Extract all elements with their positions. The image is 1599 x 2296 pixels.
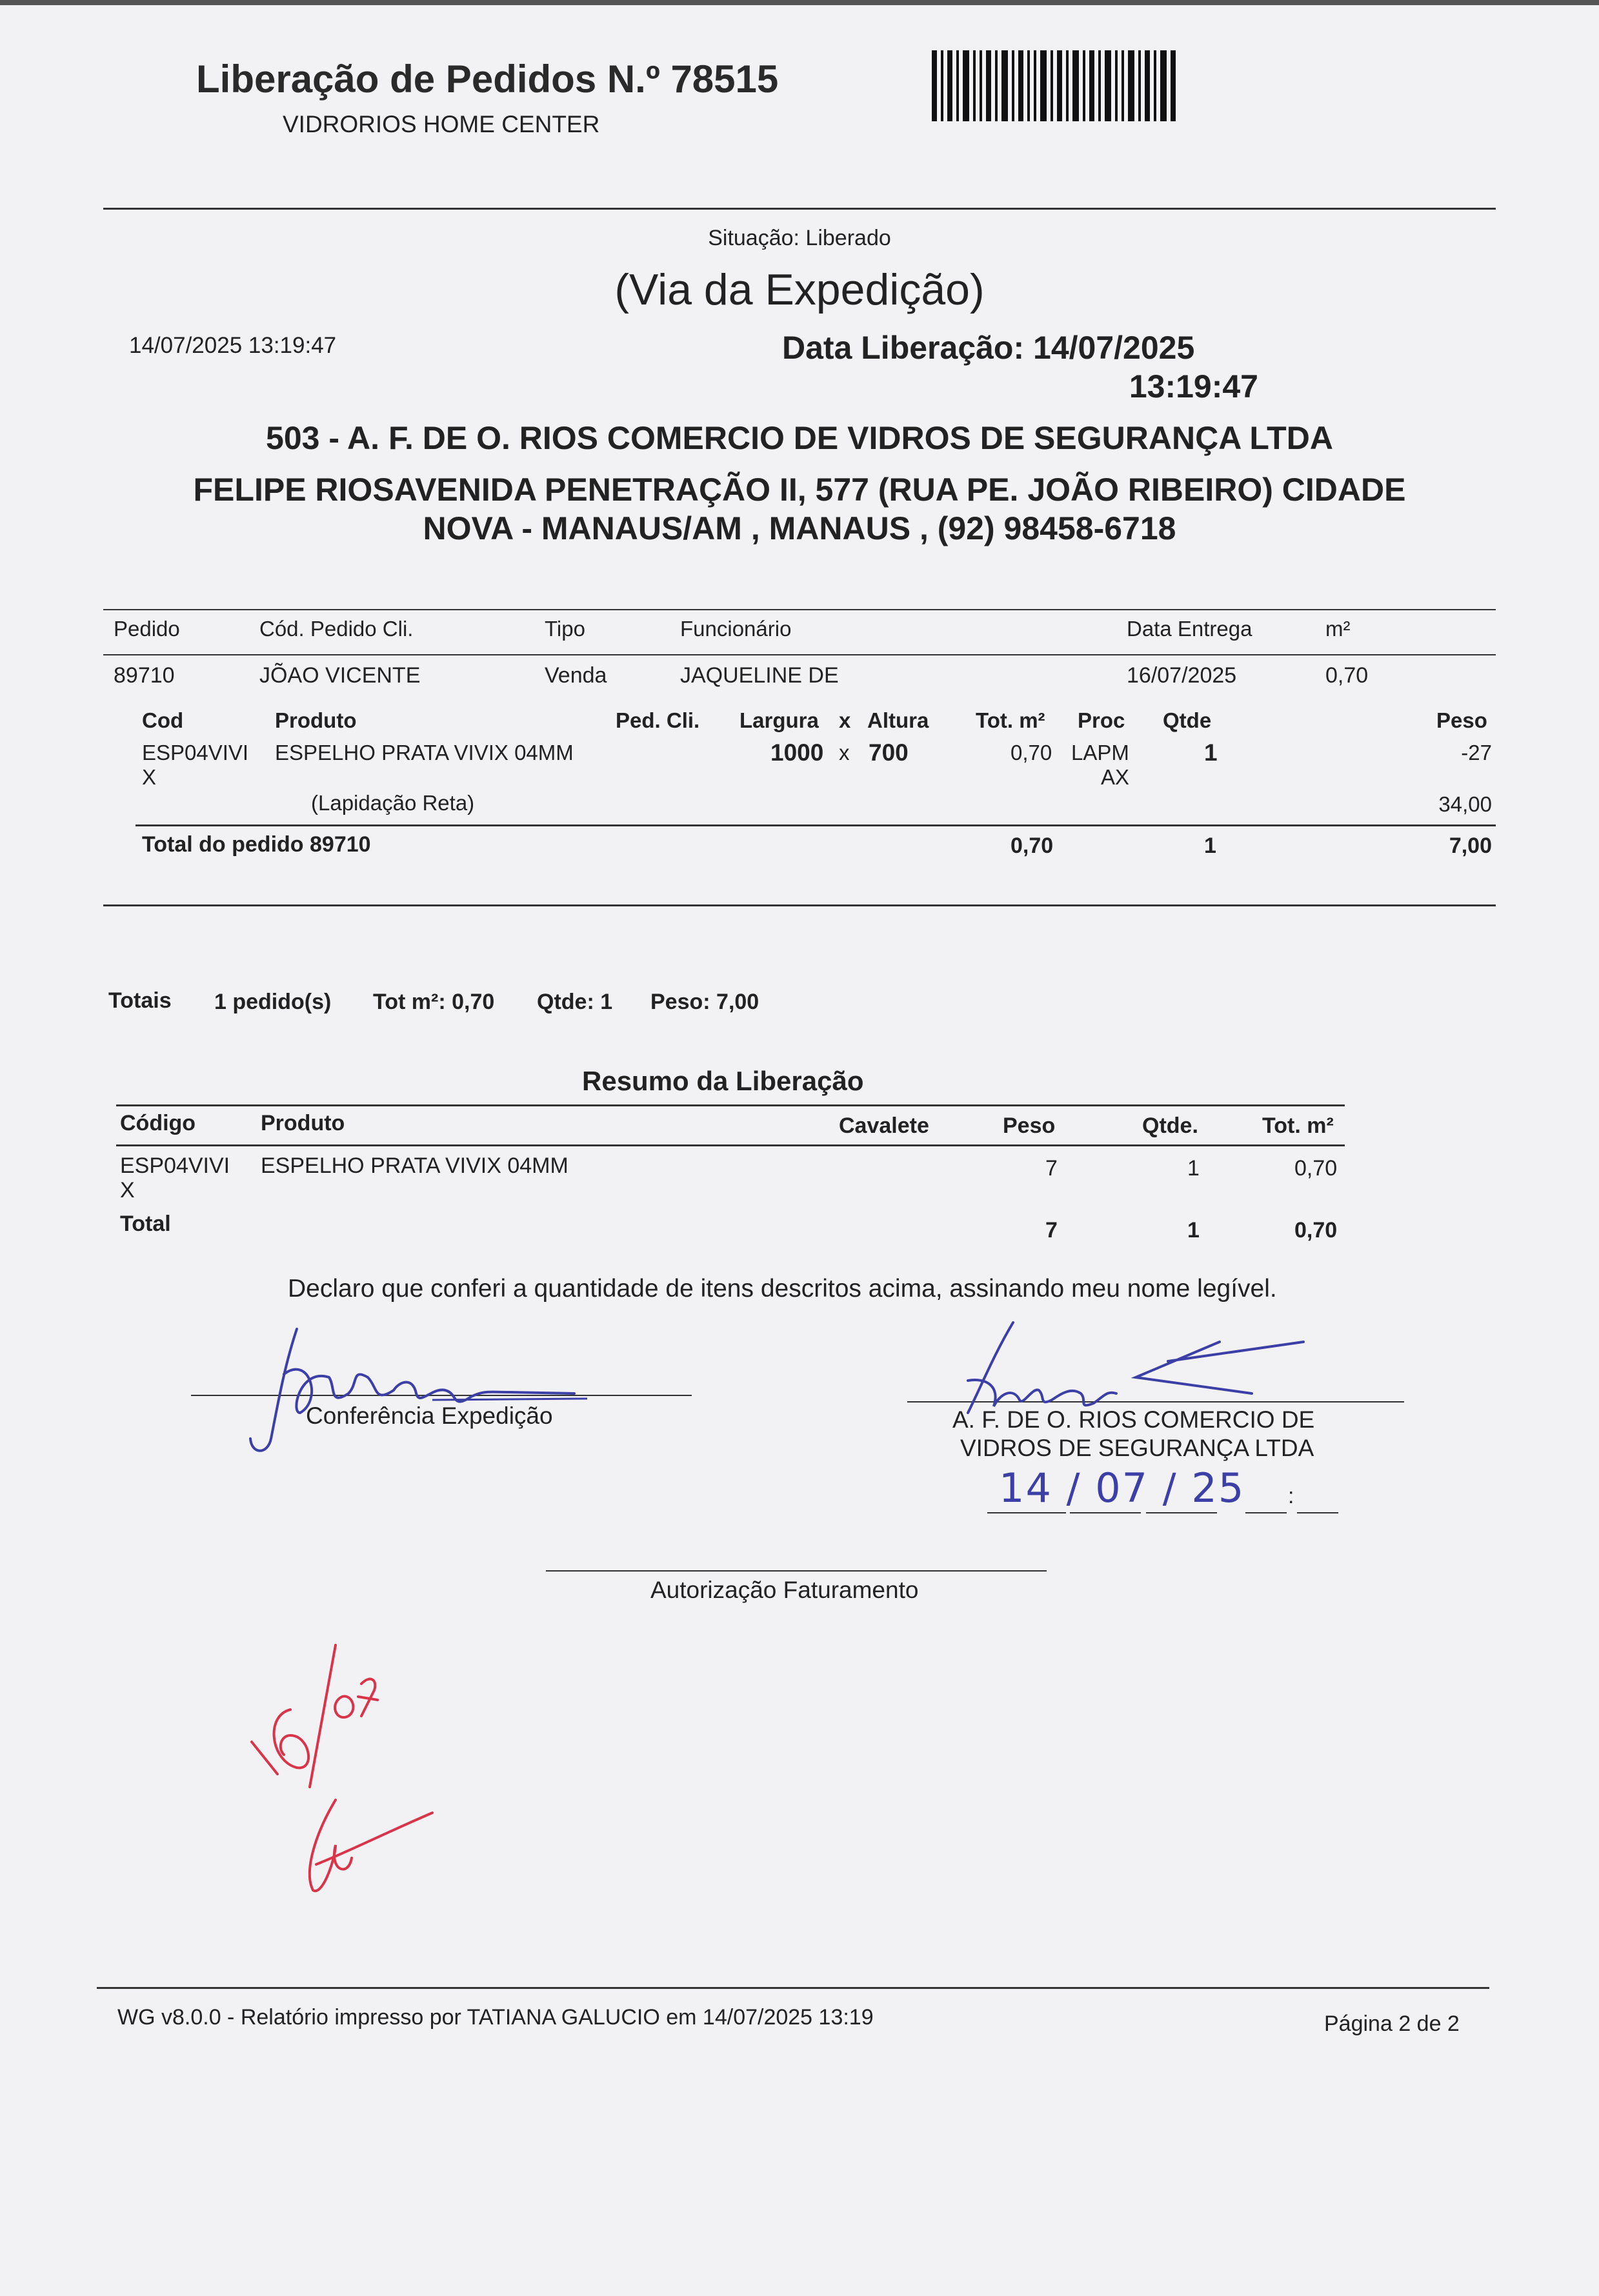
barcode xyxy=(932,50,1177,121)
item-proc-cont: AX xyxy=(1101,765,1130,789)
item-x-header: x xyxy=(839,708,851,732)
summary-qtde-header: Qtde. xyxy=(1142,1113,1198,1138)
order-m2: 0,70 xyxy=(1325,663,1369,688)
header-divider xyxy=(103,208,1496,210)
item-x: x xyxy=(839,741,850,764)
footer-line xyxy=(97,1987,1489,1989)
item-altura: 700 xyxy=(869,739,909,766)
client-address-line1: FELIPE RIOSAVENIDA PENETRAÇÃO II, 577 (RUA PE. JOÃO RIBEIRO) CIDADE xyxy=(193,472,1406,508)
scan-top-edge xyxy=(0,0,1599,5)
summary-header-line xyxy=(116,1144,1345,1146)
summary-codigo-header: Código xyxy=(120,1111,196,1135)
order-pedido: 89710 xyxy=(114,663,175,688)
order-table-top xyxy=(103,609,1496,610)
print-datetime: 14/07/2025 13:19:47 xyxy=(129,333,337,358)
item-tot-m2: 0,70 xyxy=(1011,741,1052,764)
item-cod-cont: X xyxy=(142,765,157,789)
summary-produto-header: Produto xyxy=(261,1111,345,1135)
summary-cavalete-header: Cavalete xyxy=(839,1113,929,1138)
signature-left xyxy=(239,1316,587,1464)
summary-total-m2: 0,70 xyxy=(1294,1218,1338,1243)
item-cod: ESP04VIVI xyxy=(142,741,249,764)
summary-codigo: ESP04VIVI xyxy=(120,1153,230,1178)
col-tipo-header: Tipo xyxy=(545,617,585,641)
totals-pedidos: 1 pedido(s) xyxy=(214,990,332,1014)
item-peso-header: Peso xyxy=(1436,708,1487,732)
client-name: 503 - A. F. DE O. RIOS COMERCIO DE VIDROS DE SEGURANÇA LTDA xyxy=(266,420,1333,456)
totals-qtde: Qtde: 1 xyxy=(537,990,613,1014)
page-title: Liberação de Pedidos N.º 78515 xyxy=(196,57,779,101)
summary-peso: 7 xyxy=(1045,1156,1058,1181)
order-total-peso: 7,00 xyxy=(1449,834,1492,858)
item-ped-cli-header: Ped. Cli. xyxy=(616,708,700,732)
order-total-qtde: 1 xyxy=(1204,834,1216,858)
order-table-bottom xyxy=(103,904,1496,906)
order-total-m2: 0,70 xyxy=(1011,834,1054,858)
col-pedido-header: Pedido xyxy=(114,617,180,641)
billing-line xyxy=(546,1570,1047,1572)
item-peso-value: 34,00 xyxy=(1438,792,1492,816)
summary-codigo-cont: X xyxy=(120,1178,135,1203)
item-qtde-header: Qtde xyxy=(1163,708,1212,732)
item-largura: 1000 xyxy=(770,739,824,766)
totals-label: Totais xyxy=(108,988,172,1013)
item-qtde: 1 xyxy=(1204,739,1218,766)
summary-peso-header: Peso xyxy=(1003,1113,1056,1138)
time-separator: : xyxy=(1288,1484,1294,1508)
signature-company-line2: VIDROS DE SEGURANÇA LTDA xyxy=(960,1435,1314,1461)
signature-label-left: Conferência Expedição xyxy=(306,1403,553,1429)
item-note: (Lapidação Reta) xyxy=(311,791,475,815)
item-peso: -27 xyxy=(1461,741,1492,764)
item-largura-header: Largura xyxy=(739,708,819,732)
page-number: Página 2 de 2 xyxy=(1324,2011,1460,2036)
summary-tot-m2: 0,70 xyxy=(1294,1156,1338,1181)
summary-total-label: Total xyxy=(120,1212,171,1236)
col-funcionario-header: Funcionário xyxy=(680,617,792,641)
date-blank-day xyxy=(987,1512,1066,1513)
data-liberacao-time: 13:19:47 xyxy=(1129,368,1258,404)
red-annotation xyxy=(239,1639,452,1910)
col-m2-header: m² xyxy=(1325,617,1351,641)
item-proc: LAPM xyxy=(1071,741,1129,764)
footer-report-info: WG v8.0.0 - Relatório impresso por TATIANA GALUCIO em 14/07/2025 13:19 xyxy=(117,2005,874,2030)
totals-peso: Peso: 7,00 xyxy=(650,990,759,1014)
status-situacao: Situação: Liberado xyxy=(708,226,891,250)
item-altura-header: Altura xyxy=(867,708,929,732)
time-blank-hour xyxy=(1245,1512,1287,1513)
via-label: (Via da Expedição) xyxy=(614,265,985,314)
order-data-entrega: 16/07/2025 xyxy=(1127,663,1237,688)
order-total-label: Total do pedido 89710 xyxy=(142,832,371,857)
summary-total-qtde: 1 xyxy=(1187,1218,1200,1243)
col-data-entrega-header: Data Entrega xyxy=(1127,617,1252,641)
date-blank-month xyxy=(1070,1512,1141,1513)
order-table-header-line xyxy=(103,654,1496,655)
billing-label: Autorização Faturamento xyxy=(650,1577,919,1603)
item-cod-header: Cod xyxy=(142,708,184,732)
summary-tot-m2-header: Tot. m² xyxy=(1262,1113,1334,1138)
client-address-line2: NOVA - MANAUS/AM , MANAUS , (92) 98458-6718 xyxy=(423,510,1176,546)
time-blank-minute xyxy=(1297,1512,1338,1513)
declaration-text: Declaro que conferi a quantidade de itens descritos acima, assinando meu nome legível. xyxy=(288,1275,1277,1303)
item-proc-header: Proc xyxy=(1078,708,1125,732)
col-cod-pedido-cli-header: Cód. Pedido Cli. xyxy=(259,617,414,641)
signature-right xyxy=(942,1316,1316,1426)
summary-produto: ESPELHO PRATA VIVIX 04MM xyxy=(261,1153,568,1178)
summary-qtde: 1 xyxy=(1187,1156,1200,1181)
order-cod-pedido-cli: JÕAO VICENTE xyxy=(259,663,421,688)
summary-total-peso: 7 xyxy=(1045,1218,1058,1243)
order-funcionario: JAQUELINE DE xyxy=(680,663,839,688)
item-produto-header: Produto xyxy=(275,708,357,732)
totals-m2: Tot m²: 0,70 xyxy=(373,990,495,1014)
item-produto: ESPELHO PRATA VIVIX 04MM xyxy=(275,741,574,764)
summary-title: Resumo da Liberação xyxy=(582,1066,864,1096)
item-total-line xyxy=(136,824,1496,826)
handwritten-date: 14 / 07 / 25 xyxy=(999,1464,1245,1512)
signature-company-line1: A. F. DE O. RIOS COMERCIO DE xyxy=(952,1406,1315,1433)
item-tot-m2-header: Tot. m² xyxy=(976,708,1045,732)
data-liberacao: Data Liberação: 14/07/2025 xyxy=(782,330,1195,366)
summary-top-line xyxy=(116,1104,1345,1106)
company-name: VIDRORIOS HOME CENTER xyxy=(283,111,600,137)
order-tipo: Venda xyxy=(545,663,607,688)
date-blank-year xyxy=(1146,1512,1217,1513)
